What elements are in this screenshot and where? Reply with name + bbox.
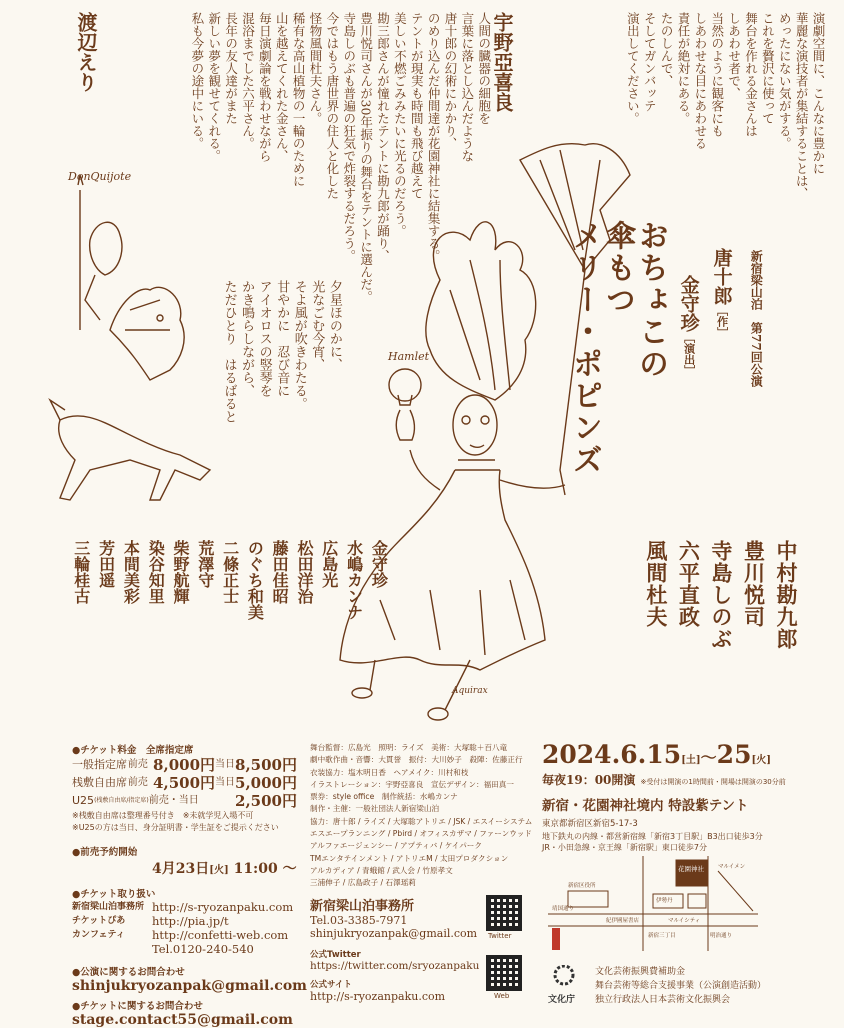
essay-uno-line: めったにない気がする。 [777, 12, 793, 150]
staff-credit-line: 三浦伸子 / 広島政子 / 石澤瑶莉 [310, 878, 416, 888]
vendor-row [72, 914, 297, 928]
ticket-advance-price: 8,000円 [153, 756, 216, 774]
map-marui-city: マルイシティ [668, 918, 701, 924]
cast-sub-name-line: 二條正士 [220, 540, 240, 604]
cast-sub-name-line: 松田洋治 [294, 540, 314, 604]
director-name: 金守珍 [677, 275, 700, 332]
office-block [310, 895, 490, 1003]
vendors-heading: ●チケット取り扱い [72, 889, 156, 900]
essay-uno-line: これを贅沢に使って [760, 12, 776, 125]
office-mail[interactable]: shinjukryozanpak@gmail.com [310, 927, 478, 940]
qr-web[interactable] [486, 955, 522, 991]
sponsor-text [595, 965, 766, 1007]
ticket-price-row [72, 756, 297, 774]
essay-watanabe-line: 新しい夢を観せてくれる。 [206, 12, 222, 162]
essay-watanabe-line: 山を越えてくれた金さん、 [274, 12, 290, 162]
vendor-row [72, 942, 297, 956]
cast-main-name-line: 豊川悦司 [741, 540, 767, 628]
sponsor-line-2: 舞台芸術等総合支援事業（公演創造活動） [595, 981, 767, 991]
vendor-name: カンフェティ [72, 930, 125, 940]
sponsor-org: 文化庁 [548, 995, 576, 1005]
essay-watanabe-line: 唐十郎の幻術にかかり、 [443, 12, 458, 150]
map-meiji: 明治通り [710, 933, 733, 939]
date-end-dow: [火] [751, 755, 771, 766]
play-title-line: 傘もつ [600, 220, 635, 316]
time-note: ※受付は開演の1時間前・開場は開演の30分前 [640, 778, 786, 786]
cast-main-name-line: 六平直政 [676, 540, 702, 628]
cast-sub-name-line: 金守珍 [369, 540, 389, 588]
ticket-inquiry-heading: ●チケットに関するお問合わせ [72, 1001, 203, 1012]
cast-sub-name-line: 広島光 [319, 540, 339, 588]
qr-twitter[interactable] [486, 895, 522, 931]
cast-sub-name-line: 柴野航輝 [170, 540, 190, 604]
essay-watanabe-line: テントが現実も時間も飛び越えて [409, 12, 425, 200]
map-marui: マルイメン [718, 864, 746, 870]
staff-credit-line: 制作・主催：一般社団法人新宿梁山泊 [310, 804, 440, 814]
series-label: 新宿梁山泊 第77回公演 [749, 250, 764, 387]
twitter-url[interactable]: https://twitter.com/sryozanpaku [310, 960, 480, 972]
date-start: 2024.6.15 [542, 740, 682, 769]
poem-line: そよ風が吹きわたる。 [291, 280, 307, 410]
ticket-label: U25 [72, 794, 95, 807]
qr-twitter-label: Twitter [488, 932, 512, 940]
staff-credit-line: エスエープランニング / Pbird / オフィスカザマ / ファーンウッド [310, 829, 532, 839]
writer-name: 唐十郎 [710, 248, 733, 305]
cast-sub-name-line: 水嶋カンナ [344, 540, 364, 620]
essay-uno-line: 華麗な演技者が集結することは、 [794, 12, 810, 200]
site-url[interactable]: http://s-ryozanpaku.com [310, 990, 446, 1003]
venue: 新宿・花園神社境内 特設紫テント [542, 798, 749, 814]
essay-watanabe-line: 今ではもう唐世界の住人と化した [324, 12, 340, 200]
play-title-line: メリー・ポピンズ [567, 220, 602, 476]
essay-uno-line: 演出してください。 [625, 12, 641, 125]
inquiry-email[interactable]: shinjukryozanpak@gmail.com [72, 978, 307, 994]
map-yasukuni: 靖国通り [552, 906, 575, 912]
vendor-url[interactable]: Tel.0120-240-540 [152, 942, 254, 956]
staff-credit-line: 劇中歌作曲・音響：大貫誉 振付：大川妙子 殺陣：佐藤正行 [310, 755, 523, 765]
essay-uno-line: 責任が絶対にある。 [676, 12, 691, 125]
ticket-pre: 前売 [127, 759, 148, 770]
sale-heading: ●前売予約開始 [72, 847, 138, 858]
ticket-pre: 前売・当日 [148, 795, 199, 806]
cast-main-name-line: 中村勘九郎 [774, 540, 799, 650]
vendor-row [72, 900, 297, 914]
map-shinjuku-ward: 新宿区役所 [568, 883, 596, 889]
ticket-label-note: (桟敷自由席/指定席) [94, 797, 149, 804]
vendor-url[interactable]: http://s-ryozanpaku.com [152, 900, 294, 914]
sale-date: 4月23日 [152, 861, 210, 877]
ticket-note-2: ※U25の方は当日、身分証明書・学生証をご提示ください [72, 823, 279, 832]
ticket-day-price: 8,500円 [235, 756, 297, 774]
inquiry-heading: ●公演に関するお問合わせ [72, 967, 185, 978]
ticket-pre: 前売 [127, 777, 148, 788]
twitter-heading: 公式Twitter [310, 950, 361, 960]
date-end: 25 [716, 740, 752, 769]
site-heading: 公式サイト [310, 980, 352, 990]
ticket-inquiry-email[interactable]: stage.contact55@gmail.com [72, 1012, 293, 1028]
vendor-url[interactable]: http://pia.jp/t [152, 914, 229, 928]
address: 東京都新宿区新宿5-17-3 [542, 819, 638, 829]
office-tel: Tel.03-3385-7971 [310, 914, 408, 927]
sponsor-line-1: 文化芸術振興費補助金 [595, 967, 686, 977]
ticket-day-label: 当日 [215, 777, 236, 788]
essay-uno-line: そしてガンバッテ [642, 12, 658, 112]
poem-line: かき鳴らしながら、 [239, 280, 255, 397]
poem-line: 光なごむ今宵、 [309, 280, 325, 371]
essay-watanabe-line: 長年の友人達がまた [223, 12, 239, 125]
access-1: 地下鉄丸の内線・都営新宿線「新宿3丁目駅」B3出口徒歩3分 [542, 832, 763, 841]
ticket-note-1: ※桟敷自由席は整理番号付き ※未就学児入場不可 [72, 811, 254, 820]
essay-uno-line: たのしんで、 [659, 12, 675, 87]
ticket-day-label: 当日 [215, 759, 236, 770]
essay-uno-line: 当然のように観客にも [709, 12, 725, 137]
sale-date-row [152, 858, 297, 878]
cast-sub [68, 540, 390, 620]
time-row [542, 769, 832, 788]
date-tilde: ～ [700, 748, 717, 767]
staff-credit-line: イラストレーション：宇野亞喜良 宣伝デザイン：福田真一 [310, 779, 514, 789]
writer-role: ［作］ [715, 305, 729, 338]
vendor-url[interactable]: http://confetti-web.com [152, 928, 289, 942]
vendor-name [72, 942, 152, 956]
essay-watanabe-line: 勘三郎さんが憧れたテントに勘九郎が踊り、 [375, 12, 391, 262]
cast-sub-name-line: 藤田佳昭 [270, 540, 290, 604]
sale-dow: [火] [209, 865, 229, 876]
ticket-heading: ●チケット料金 全席指定席 [72, 745, 194, 756]
ticket-label: 一般指定席 [72, 758, 127, 771]
cast-main [639, 540, 802, 650]
access-2: JR・小田急線・京王線「新宿駅」東口徒歩7分 [542, 843, 708, 852]
cast-main-name-line: 寺島しのぶ [708, 540, 734, 650]
cast-sub-name-line: のぐち和美 [245, 540, 265, 620]
poem-line: ただひとり はるばると [221, 280, 237, 423]
staff-credit-line: 票券：style office 制作統括：水嶋カンナ [310, 792, 458, 802]
ticket-advance-price: 4,500円 [153, 774, 216, 792]
map-sanchome: 新宿三丁目 [648, 933, 676, 939]
staff-credit-line: TMエンタテインメント / アトリエM / 太田プロダクション [310, 853, 509, 863]
ticket-day-label [226, 792, 235, 810]
schedule-block [542, 740, 832, 853]
qr-web-label: Web [494, 992, 510, 1000]
essay-watanabe-line: 怪物風間杜夫さん。 [308, 12, 323, 125]
essay-uno-line: しあわせ者で、 [726, 12, 742, 100]
poem-line: アイオロスの竪琴を [256, 280, 272, 397]
staff-credit-line: 協力：唐十郎 / ライズ / 大塚聡アトリエ / JSK / エスイーシステム [310, 816, 533, 826]
staff-credit-line: 舞台監督：広島光 照明：ライズ 美術：大塚聡＋百八竜 [310, 743, 508, 752]
essay-watanabe-line: のめり込んだ仲間達が花園神社に結集する。 [426, 12, 442, 262]
ticket-info [72, 742, 307, 1028]
essay-watanabe-line: 寺島しのぶも普遍の狂気で炸裂するだろう。 [341, 12, 357, 262]
ticket-day-price: 5,000円 [235, 774, 297, 792]
essay-watanabe-line: 稀有な高山植物の一輪のために [291, 12, 307, 187]
office-name: 新宿梁山泊事務所 [310, 899, 415, 914]
label-donquijote: DonQuijote [68, 170, 132, 183]
essay-watanabe-line: 言葉に落とし込んだような [459, 12, 475, 162]
vendor-name: チケットぴあ [72, 916, 126, 926]
label-hamlet: Hamlet [388, 350, 430, 363]
essay-watanabe-line: 人間の臓器の細胞を [476, 12, 492, 125]
author-uno: 宇野亞喜良 [490, 12, 514, 112]
show-time: 毎夜19：00開演 [542, 773, 636, 787]
poem-line: 夕星ほのかに、 [326, 280, 342, 371]
author-watanabe: 渡辺えり [74, 12, 98, 92]
map-shrine: 花園神社 [678, 865, 704, 873]
vendor-name: 新宿梁山泊事務所 [72, 902, 145, 912]
poem-line: 甘やかに 忍び音に [274, 280, 290, 397]
director-role: ［演出］ [682, 332, 696, 376]
staff-credit-line: アルファエージェンシー / アプティバ / ケイパーク [310, 841, 482, 851]
essay-uno-line: 演劇空間に、こんなに豊かに [811, 12, 826, 175]
ticket-label: 桟敷自由席 [72, 776, 127, 789]
map-isetan: 伊勢丹 [656, 898, 673, 904]
sponsor-line-3: 独立行政法人日本芸術文化振興会 [595, 995, 731, 1005]
staff-credit-line: アルカディア / 青蛾館 / 武人会 / 竹原孝文 [310, 865, 453, 875]
play-title-line: おちょこの [633, 220, 668, 380]
vendor-row [72, 928, 297, 942]
ticket-day-price: 2,500円 [235, 792, 297, 810]
date-start-dow: [土] [681, 755, 701, 766]
illustration-signature: Aquirax [452, 686, 488, 696]
sale-time: 11:00 ～ [233, 861, 297, 877]
cast-main-name-line: 風間杜夫 [643, 540, 669, 628]
date-row [542, 740, 832, 769]
essay-watanabe-line: 毎日演劇論を戦わせながら [257, 12, 273, 162]
ticket-price-row [72, 774, 297, 792]
map-bookstore: 紀伊國屋書店 [606, 918, 640, 924]
essay-watanabe-line: 混浴までした六平さん。 [240, 12, 256, 150]
essay-uno-line: しあわせな目にあわせる [692, 12, 708, 150]
access-map [548, 856, 758, 951]
essay-watanabe-line: 豊川悦司さんが30年振りの舞台をテントに選んだ。 [358, 12, 374, 303]
cast-sub-name-line: 荒澤守 [195, 540, 215, 588]
staff-credits [310, 742, 533, 890]
cast-sub-name-line: 三輪桂古 [71, 540, 91, 604]
essay-watanabe-line: 美しい不燃ごみみたいに光るのだろう。 [392, 12, 408, 237]
essay-uno-line: 舞台を作れる金さんは [743, 12, 759, 137]
ticket-advance-price [199, 792, 226, 810]
cast-sub-name-line: 染谷知里 [146, 540, 166, 604]
cast-sub-name-line: 本間美彩 [121, 540, 141, 604]
ticket-price-row [72, 792, 297, 810]
staff-credit-line: 衣装協力：塩木明日香 ヘアメイク：川村和枝 [310, 767, 469, 777]
essay-watanabe-line: 私も今夢の途中にいる。 [189, 12, 205, 150]
cast-sub-name-line: 芳田遥 [96, 540, 116, 588]
sponsor-logo [548, 965, 580, 989]
